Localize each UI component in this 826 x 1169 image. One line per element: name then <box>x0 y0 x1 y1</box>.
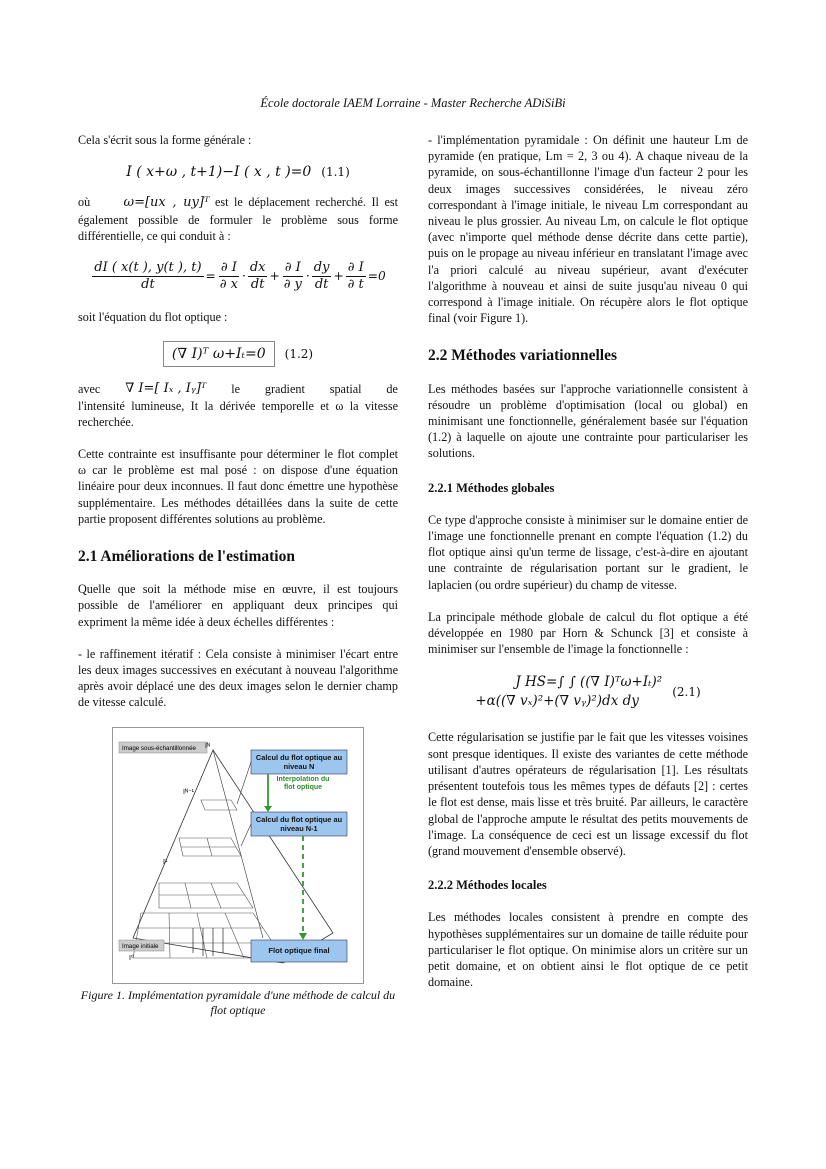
paragraph: Ce type d'approche consiste à minimiser sur le domaine entier de l'image une fonctionnelle prenant en compte l'équation (1.2) du flot optique ainsi qu'un terme de lissage, c'est-à-dire en ajoutant une contrainte de régularisation portant sur le gradient, le laplacien (ou ordre supérieur) du champ de vitesse. <box>428 512 748 592</box>
page-header: École doctorale IAEM Lorraine - Master Recherche ADiSiBi <box>260 96 566 110</box>
paragraph: Cette régularisation se justifie par le fait que les vitesses voisines sont presque identiques. Il existe des variantes de cette méthode utilisant d'autres opérateurs de régularisation [1]. Les résultats présentent toutefois tous les mêmes types de défauts [2] : certes le flot est dense, mais lisse et très bruité. Par ailleurs, le caractère global de l'approche ampute le résultat des petits mouvements de l'image. La conséquence de ceci est un lissage excessif du flot (grand mouvement d'ensemble observé). <box>428 730 748 858</box>
left-column <box>78 132 398 1018</box>
section-heading: 2.2 Méthodes variationnelles <box>428 347 617 365</box>
level-label: Iᴺ⁻¹ <box>183 788 194 796</box>
equation-differential: $\frac{dI ( x(t ), y(t ), t)}{dt}$ = $\frac{\partial I}{\partial x}$ · $\frac{dx}{dt}$ + $\frac{\partial I}{\partial y}$ · $\frac{dy}{dt}$ + $\frac{\partial I}{\partial t}$ =0 <box>94 260 386 293</box>
box-level-n: Calcul du flot optique au niveau N <box>255 752 343 771</box>
equation-1-1: I ( x+ω , t+1)−I ( x , t )=0 (1.1) <box>126 164 350 181</box>
pyramid-diagram <box>113 728 363 983</box>
label-subsampled: Image sous-échantillonnée <box>122 744 196 752</box>
level-label: Iᴺ <box>205 742 210 750</box>
interp-label: Interpolation du flot optique <box>276 775 330 791</box>
paragraph: Quelle que soit la méthode mise en œuvre, il est toujours possible de l'améliorer en appliquant deux principes qui expriment la même idée à deux échelles différentes : <box>78 582 398 629</box>
equation-1-2: (∇ I)ᵀ ω+Iₜ=0 (1.2) <box>78 341 398 367</box>
section-heading: 2.1 Améliorations de l'estimation <box>78 548 295 566</box>
paragraph: La principale méthode globale de calcul du flot optique a été développée en 1980 par Horn & Schunck [3] et consiste à minimiser sur l'ensemble de l'image la fonctionnelle : <box>428 609 748 657</box>
right-column <box>428 132 748 1006</box>
level-label: I¹ <box>163 858 168 866</box>
paragraph: Les méthodes basées sur l'approche variationnelle consistent à résoudre un problème d'optimisation (local ou global) en minimisant une fonctionnelle, généralement basée sur l'équation (1.2) à laquelle on ajoute une contrainte pour particulariser les solutions. <box>428 381 748 461</box>
label-initial: Image initiale <box>122 942 159 950</box>
box-level-n1: Calcul du flot optique au niveau N-1 <box>255 814 343 833</box>
paragraph: où ω=[ux , uy]ᵀ est le déplacement recherché. Il est également possible de formuler le problème sous forme différentielle, ce qui conduit à : <box>78 195 398 243</box>
subsection-heading: 2.2.2 Méthodes locales <box>428 878 547 893</box>
paragraph: Cela s'écrit sous la forme générale : <box>78 133 252 147</box>
paragraph: Cette contrainte est insuffisante pour déterminer le flot complet ω car le problème est mal posé : on dispose d'une équation linéaire pour deux inconnues. Il faut donc émettre une hypothèse supplémentaire. Les méthodes détaillées dans la suite de cette partie proposent différentes solutions au problème. <box>78 447 398 526</box>
figure-pyramid <box>112 727 364 984</box>
paragraph: - le raffinement itératif : Cela consiste à minimiser l'écart entre les deux images successives en exécutant à nouveau l'algorithme après avoir déplacé une des deux images selon le dernier champ de vitesse calculé. <box>78 646 398 710</box>
paragraph: avec ∇ I=[ Iₓ , Iᵧ]ᵀ le gradient spatial de l'intensité lumineuse, It la dérivée temporelle et ω la vitesse recherchée. <box>78 381 398 429</box>
paragraph: soit l'équation du flot optique : <box>78 310 228 325</box>
figure-caption: Figure 1. Implémentation pyramidale d'une méthode de calcul du flot optique <box>80 987 396 1017</box>
paragraph: - l'implémentation pyramidale : On définit une hauteur Lm de pyramide (en pratique, Lm = 2, 3 ou 4). A chaque niveau de la pyramide, on sous-échantillonne l'image d'un facteur 2 pour les deux images successives considérées, le niveau zéro correspondant à l'image initiale, le niveau Lm correspondant au niveau le plus grossier. Au niveau Lm, on calcule le flot optique (avec n'importe quel méthode dense décrite dans cette partie), puis on le propage au niveau inférieur en translatant l'image avec l'a priori calculé au niveau supérieur, avant d'exécuter l'algorithme à nouveau et ainsi de suite jusqu'au niveau 0 qui correspond à l'image initiale. On récupère alors le flot optique final (voir Figure 1). <box>428 133 748 326</box>
paragraph: Les méthodes locales consistent à prendre en compte des hypothèses supplémentaires sur un domaine de taille réduite pour particulariser le flot optique. On minimise alors un critère sur un petit domaine, et on obtient ainsi le flot optique de ce petit domaine. <box>428 910 748 990</box>
equation-2-1: J HS=∫ ∫ ((∇ I)ᵀω+Iₜ)² +α((∇ vₓ)²+(∇ vᵧ)²)dx dy (2.1) <box>475 674 701 710</box>
level-label: I⁰ <box>129 954 134 962</box>
box-final: Flot optique final <box>268 945 330 955</box>
subsection-heading: 2.2.1 Méthodes globales <box>428 480 555 495</box>
